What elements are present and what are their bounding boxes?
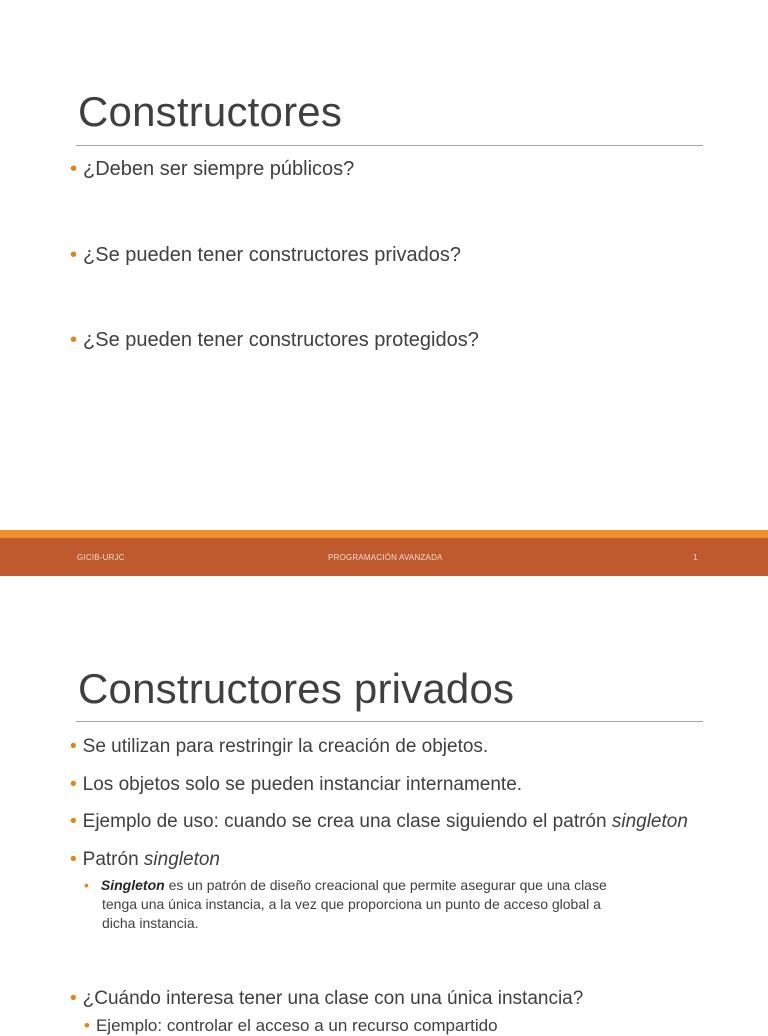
bullet-item: • Patrón singleton xyxy=(70,849,220,870)
bullet-dot-icon: • xyxy=(84,877,89,893)
footer-organization: GICIB-URJC xyxy=(77,553,125,562)
footer-course: PROGRAMACIÓN AVANZADA xyxy=(328,553,443,562)
title-divider xyxy=(76,721,703,722)
footer-page-number: 1 xyxy=(693,553,698,562)
slide-title: Constructores privados xyxy=(78,665,515,712)
bullet-dot-icon: • xyxy=(70,158,78,180)
bullet-dot-icon: • xyxy=(70,329,78,351)
bullet-item: • ¿Se pueden tener constructores protegidos? xyxy=(70,329,479,351)
sub-bullet-definition: • Singleton es un patrón de diseño creacional que permite asegurar que una clase tenga una única instancia, a la vez que proporciona un punto de acceso global a dicha instancia. xyxy=(84,877,607,931)
title-divider xyxy=(76,145,703,146)
bullet-dot-icon: • xyxy=(70,988,77,1009)
footer-accent-stripe xyxy=(0,530,768,538)
slide-2 xyxy=(0,576,768,1035)
slide-title: Constructores xyxy=(78,88,343,135)
bullet-dot-icon: • xyxy=(70,849,77,870)
bullet-item: • Ejemplo de uso: cuando se crea una clase siguiendo el patrón singleton xyxy=(70,811,688,832)
bullet-item: • ¿Deben ser siempre públicos? xyxy=(70,158,355,180)
bullet-dot-icon: • xyxy=(70,774,77,795)
bullet-item: • ¿Cuándo interesa tener una clase con una única instancia? xyxy=(70,988,584,1009)
slide-footer xyxy=(0,538,768,576)
bullet-dot-icon: • xyxy=(84,1016,90,1035)
bullet-item: • ¿Se pueden tener constructores privados? xyxy=(70,244,462,266)
bullet-dot-icon: • xyxy=(70,736,77,757)
partial-sub-bullet: • Ejemplo: controlar el acceso a un recurso compartido xyxy=(84,1016,498,1035)
bullet-item: • Los objetos solo se pueden instanciar internamente. xyxy=(70,774,523,795)
bullet-dot-icon: • xyxy=(70,811,77,832)
singleton-term: Singleton xyxy=(100,877,165,893)
bullet-dot-icon: • xyxy=(70,244,78,266)
bullet-item: • Se utilizan para restringir la creación de objetos. xyxy=(70,736,489,757)
